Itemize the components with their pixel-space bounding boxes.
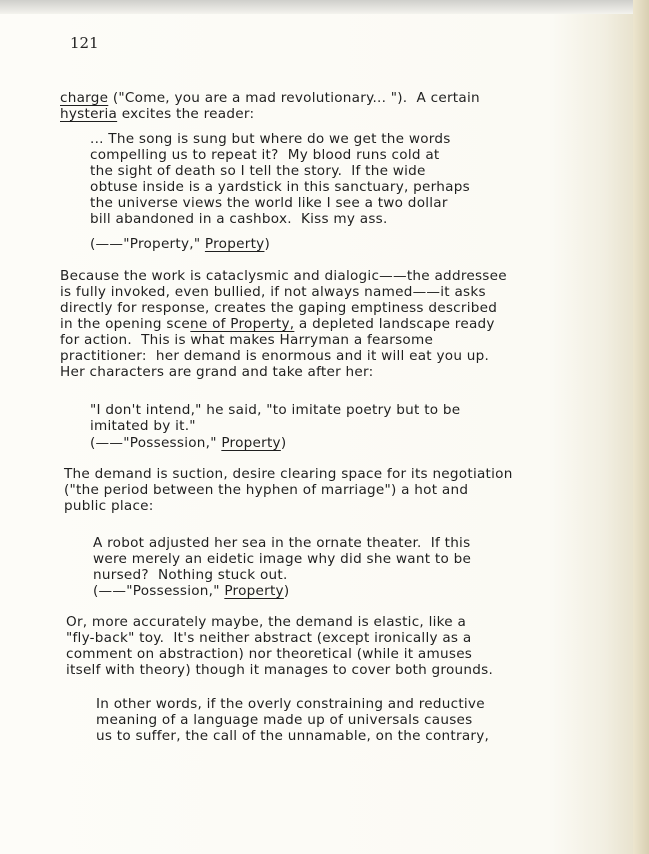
citation [90, 236, 270, 252]
paragraph-line: directly for response, creates the gaping emptiness described [60, 300, 498, 316]
citation-text: (——"Property," [90, 236, 205, 252]
block-quote-line: meaning of a language made up of universals causes [96, 712, 473, 728]
paragraph-line: Her characters are grand and take after her: [60, 364, 374, 380]
block-quote-line: bill abandoned in a cashbox. Kiss my ass. [90, 211, 388, 227]
citation-text: ) [280, 435, 287, 451]
block-quote-line: us to suffer, the call of the unnamable, on the contrary, [96, 728, 490, 744]
paragraph-line: "fly-back" toy. It's neither abstract (except ironically as a [66, 630, 472, 646]
paragraph-line: public place: [64, 498, 154, 514]
block-quote-line: obtuse inside is a yardstick in this sanctuary, perhaps [90, 179, 470, 195]
paragraph-line: practitioner: her demand is enormous and it will eat you up. [60, 348, 490, 364]
text-run: Harryman a fearsome [274, 332, 434, 348]
citation-text: ) [264, 236, 271, 252]
text-run: for action. This is [60, 332, 191, 348]
block-quote-line: ... The song is sung but where do we get the words [90, 131, 451, 147]
paragraph-line [60, 106, 254, 122]
citation-text: (——"Possession," [93, 583, 225, 599]
page-number: 121 [70, 34, 99, 52]
block-quote-line: A robot adjusted her sea in the ornate theater. If this [93, 535, 471, 551]
block-quote-line: "I don't intend," he said, "to imitate poetry but to be [90, 402, 461, 418]
citation-title: Property [204, 236, 265, 252]
block-quote-line: imitated by it." [90, 418, 196, 434]
block-quote-line: the sight of death so I tell the story. If the wide [90, 163, 426, 179]
citation-title: Property [224, 583, 284, 599]
paragraph-line: comment on abstraction) nor theoretical (while it amuses [66, 646, 473, 662]
citation-text: ) [283, 583, 290, 599]
overlined-words: what makes [190, 332, 275, 348]
underlined-title: Property, [230, 316, 295, 332]
page-binding-edge [633, 0, 649, 854]
top-shadow [0, 0, 649, 14]
block-quote-line: In other words, if the overly constraining and reductive [96, 696, 485, 712]
text-run: ("Come, you are a mad revolutionary... "). A certain [108, 90, 480, 106]
citation [90, 435, 286, 451]
underlined-word: hysteria [60, 106, 118, 122]
paragraph-line [60, 90, 480, 106]
block-quote-line: nursed? Nothing stuck out. [93, 567, 288, 583]
paragraph-line: Because the work is cataclysmic and dialogic——the addressee [60, 268, 507, 284]
text-run: excites the reader: [117, 106, 255, 122]
citation-text: (——"Possession," [90, 435, 222, 451]
paragraph-line: itself with theory) though it manages to cover both grounds. [66, 662, 494, 678]
text-run: a depleted landscape ready [294, 316, 495, 332]
citation-title: Property [221, 435, 281, 451]
paragraph-line: The demand is suction, desire clearing space for its negotiation [64, 466, 513, 482]
text-run: in the opening scene of [60, 316, 231, 332]
paragraph-line [60, 316, 495, 332]
paragraph-line [60, 332, 433, 348]
block-quote-line: the universe views the world like I see a two dollar [90, 195, 448, 211]
block-quote-line: compelling us to repeat it? My blood runs cold at [90, 147, 440, 163]
paragraph-line: Or, more accurately maybe, the demand is elastic, like a [66, 614, 467, 630]
paragraph-line: is fully invoked, even bullied, if not always named——it asks [60, 284, 486, 300]
underlined-word: charge [60, 90, 109, 106]
paragraph-line: ("the period between the hyphen of marriage") a hot and [64, 482, 469, 498]
block-quote-line: were merely an eidetic image why did she want to be [93, 551, 472, 567]
citation [93, 583, 289, 599]
